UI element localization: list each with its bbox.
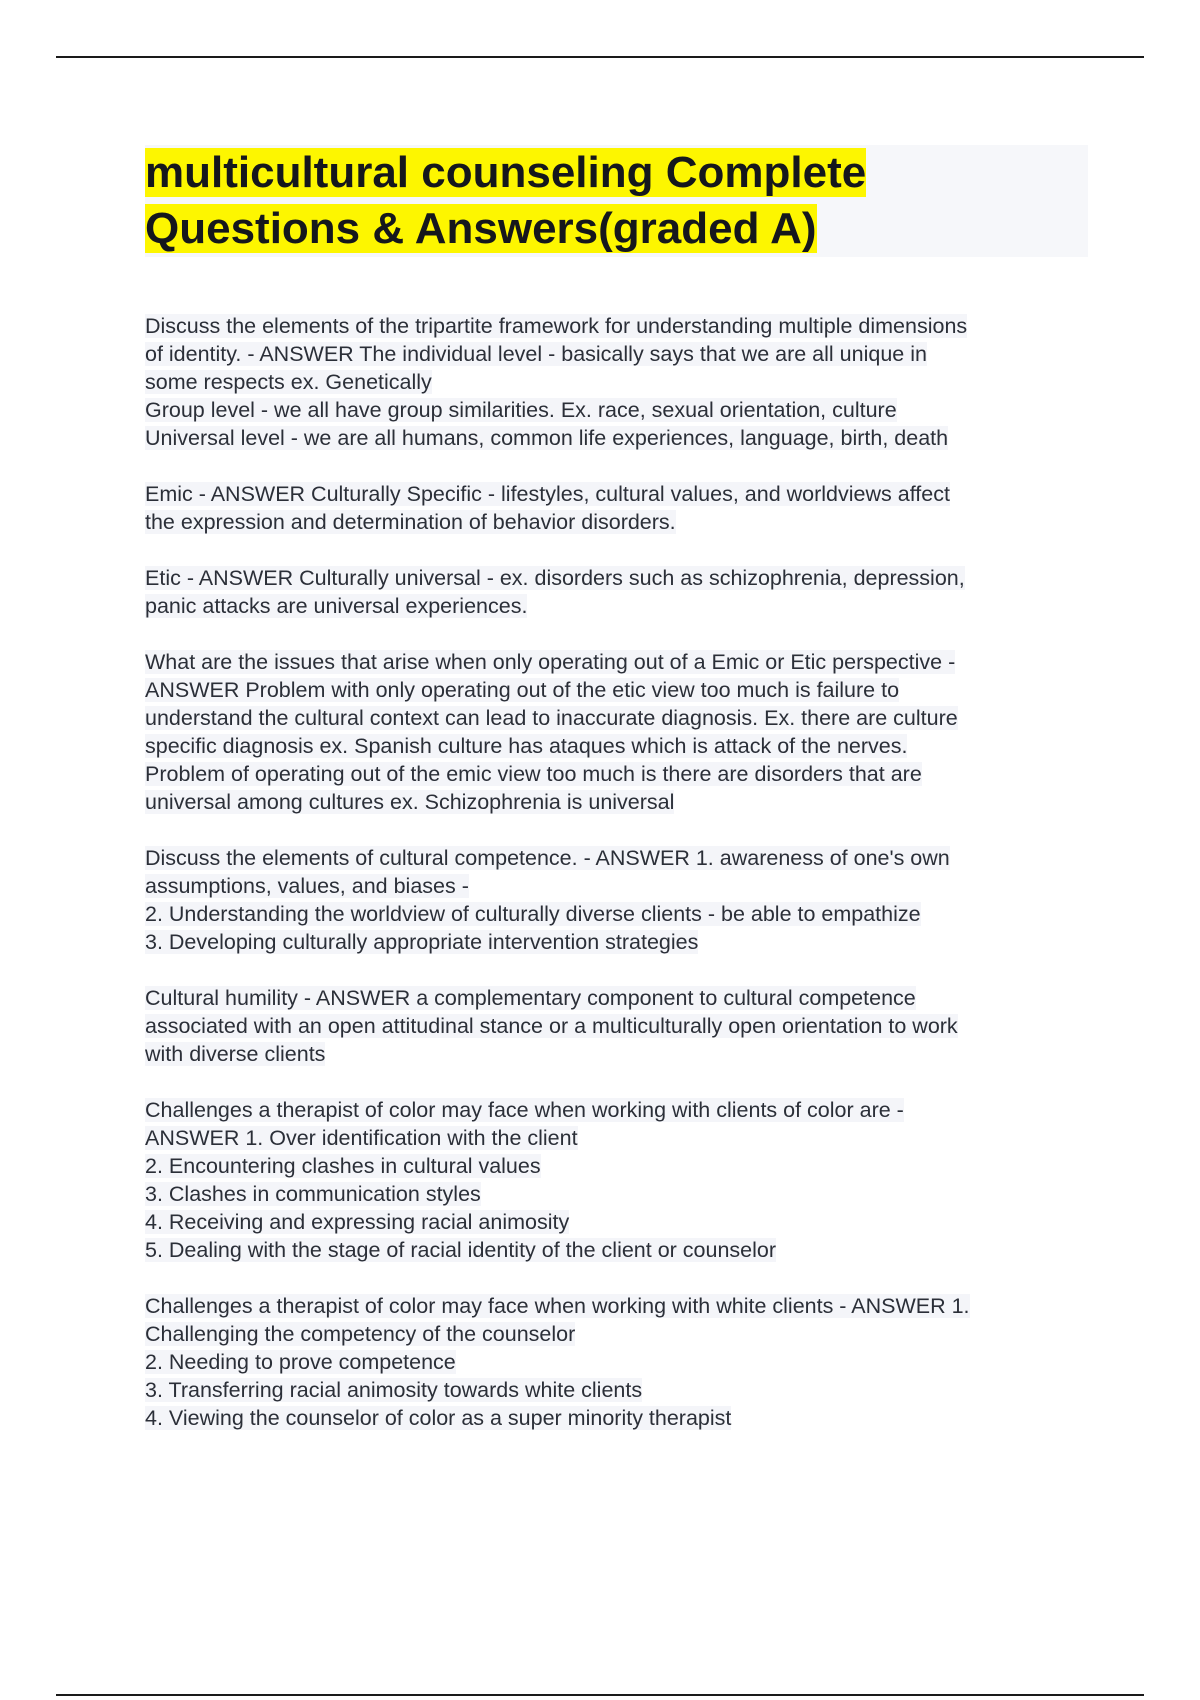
qa-line: the expression and determination of behavior disorders. — [145, 510, 676, 534]
qa-entry — [145, 1096, 1085, 1264]
bottom-rule — [56, 1694, 1144, 1696]
qa-line: 2. Understanding the worldview of culturally diverse clients - be able to empathize — [145, 902, 921, 926]
qa-entry — [145, 1292, 1085, 1432]
qa-line: assumptions, values, and biases - — [145, 874, 469, 898]
qa-line: 3. Clashes in communication styles — [145, 1182, 481, 1206]
qa-line: What are the issues that arise when only operating out of a Emic or Etic perspective - — [145, 650, 956, 674]
qa-line: Emic - ANSWER Culturally Specific - lifestyles, cultural values, and worldviews affect — [145, 482, 950, 506]
qa-line: specific diagnosis ex. Spanish culture has ataques which is attack of the nerves. — [145, 734, 908, 758]
qa-entry — [145, 984, 1085, 1068]
qa-entry — [145, 312, 1085, 452]
qa-list — [145, 312, 1085, 1432]
qa-line: 4. Viewing the counselor of color as a super minority therapist — [145, 1406, 732, 1430]
qa-line: universal among cultures ex. Schizophrenia is universal — [145, 790, 675, 814]
qa-line: associated with an open attitudinal stance or a multiculturally open orientation to work — [145, 1014, 958, 1038]
title-block — [145, 145, 1088, 257]
qa-line: 2. Needing to prove competence — [145, 1350, 456, 1374]
qa-line: Cultural humility - ANSWER a complementary component to cultural competence — [145, 986, 916, 1010]
qa-line: 2. Encountering clashes in cultural values — [145, 1154, 541, 1178]
qa-entry — [145, 844, 1085, 956]
qa-line: Etic - ANSWER Culturally universal - ex. disorders such as schizophrenia, depression, — [145, 566, 965, 590]
qa-line: Discuss the elements of the tripartite framework for understanding multiple dimensions — [145, 314, 968, 338]
qa-entry — [145, 648, 1085, 816]
qa-line: Universal level - we are all humans, common life experiences, language, birth, death — [145, 426, 949, 450]
top-rule — [56, 56, 1144, 58]
qa-line: panic attacks are universal experiences. — [145, 594, 528, 618]
qa-line: Challenges a therapist of color may face when working with clients of color are - — [145, 1098, 904, 1122]
qa-line: Challenges a therapist of color may face when working with white clients - ANSWER 1. — [145, 1294, 970, 1318]
qa-line: understand the cultural context can lead to inaccurate diagnosis. Ex. there are culture — [145, 706, 958, 730]
qa-line: 4. Receiving and expressing racial animosity — [145, 1210, 570, 1234]
qa-line: Group level - we all have group similarities. Ex. race, sexual orientation, culture — [145, 398, 897, 422]
qa-line: Challenging the competency of the counselor — [145, 1322, 576, 1346]
qa-line: Discuss the elements of cultural competence. - ANSWER 1. awareness of one's own — [145, 846, 950, 870]
qa-line: with diverse clients — [145, 1042, 326, 1066]
title-highlight: multicultural counseling Complete Questions & Answers(graded A) — [145, 148, 867, 253]
qa-line: ANSWER 1. Over identification with the client — [145, 1126, 578, 1150]
qa-line: 3. Transferring racial animosity towards white clients — [145, 1378, 643, 1402]
document-body — [145, 145, 1085, 1460]
qa-line: of identity. - ANSWER The individual level - basically says that we are all unique in — [145, 342, 927, 366]
qa-entry — [145, 564, 1085, 620]
document-title — [145, 145, 1088, 257]
qa-entry — [145, 480, 1085, 536]
qa-line: some respects ex. Genetically — [145, 370, 432, 394]
qa-line: ANSWER Problem with only operating out of the etic view too much is failure to — [145, 678, 900, 702]
qa-line: 3. Developing culturally appropriate intervention strategies — [145, 930, 699, 954]
qa-line: Problem of operating out of the emic view too much is there are disorders that are — [145, 762, 922, 786]
qa-line: 5. Dealing with the stage of racial identity of the client or counselor — [145, 1238, 777, 1262]
